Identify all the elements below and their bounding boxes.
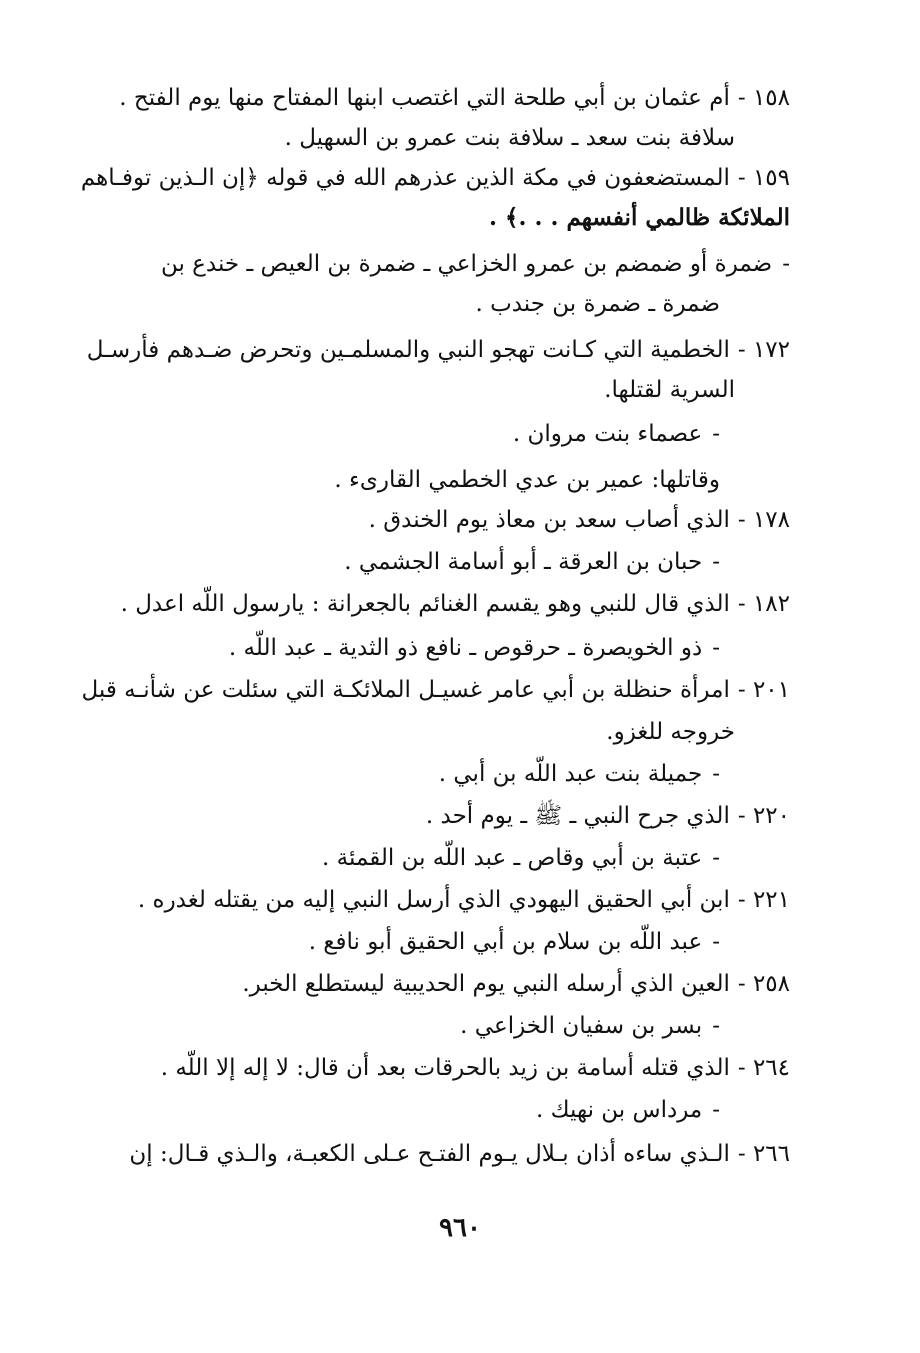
entry-text: عبد اللّه بن سلام بن أبي الحقيق أبو نافع .: [308, 929, 703, 955]
entry-number: ١٧٢ -: [737, 337, 790, 363]
entry-dash: -: [712, 1013, 720, 1039]
entry-number: ٢٠١ -: [737, 677, 790, 703]
entry-dash: -: [712, 929, 720, 955]
page-number: ٩٦٠: [439, 1213, 481, 1243]
entry-text: جميلة بنت عبد اللّه بن أبي .: [438, 761, 703, 787]
entry-dash: -: [712, 421, 720, 447]
entry-text: امرأة حنظلة بن أبي عامر غسيـل الملائكـة التي سئلت عن شأنـه قبل: [81, 677, 730, 703]
entry-text: ضمرة ـ ضمرة بن جندب .: [475, 291, 720, 317]
entry-text: الـذي ساءه أذان بـلال يـوم الفتـح عـلى الكعبـة، والـذي قـال: إن: [129, 1141, 730, 1167]
entry-182: [110, 584, 790, 624]
entry-178: [190, 500, 790, 540]
entry-text: السرية لقتلها.: [604, 377, 735, 403]
entry-text: الملائكة ظالمي أنفسهم . . .﴾ .: [488, 204, 790, 231]
entry-264: [110, 1048, 790, 1088]
entry-text: العين الذي أرسله النبي يوم الحديبية ليستطلع الخبر.: [242, 971, 730, 997]
entry-172-cont: [175, 370, 735, 410]
entry-172: [86, 330, 790, 370]
entry-text: بسر بن سفيان الخزاعي .: [460, 1013, 703, 1039]
entry-text: المستضعفون في مكة الذين عذرهم الله في قوله ﴿إن الـذين توفـاهم: [80, 165, 730, 191]
entry-number: ٢٦٤ -: [737, 1055, 790, 1081]
entry-text: مرداس بن نهيك .: [536, 1097, 703, 1123]
entry-201-answer: [200, 754, 720, 794]
entry-178-answer: [200, 542, 720, 582]
entry-201-cont: [175, 712, 735, 752]
entry-number: ٢٢١ -: [737, 887, 790, 913]
entry-dash: -: [782, 251, 790, 277]
entry-text: الخطمية التي كـانت تهجو النبي والمسلمـين وتحرض ضـدهم فأرسـل: [86, 337, 730, 363]
entry-text: وقاتلها: عمير بن عدي الخطمي القارىء .: [334, 467, 720, 493]
entry-number: ٢٢٠ -: [737, 803, 790, 829]
entry-number: ١٥٨ -: [737, 85, 790, 111]
entry-159-cont: [150, 198, 790, 238]
entry-220: [190, 796, 790, 836]
entry-159: [80, 158, 790, 198]
entry-dash: -: [712, 635, 720, 661]
entry-text: ضمرة أو ضمضم بن عمرو الخزاعي ـ ضمرة بن العيص ـ خندع بن: [160, 251, 773, 277]
entry-text: ابن أبي الحقيق اليهودي الذي أرسل النبي إليه من يقتله لغدره .: [137, 887, 730, 913]
entry-dash: -: [712, 761, 720, 787]
entry-dash: -: [712, 1097, 720, 1123]
entry-number: ٢٦٦ -: [737, 1141, 790, 1167]
entry-201: [81, 670, 790, 710]
entry-159-answer: [110, 244, 790, 284]
entry-text: سلافة بنت سعد ـ سلافة بنت عمرو بن السهيل .: [284, 125, 735, 151]
entry-dash: -: [712, 549, 720, 575]
entry-text: عصماء بنت مروان .: [512, 421, 703, 447]
entry-220-answer: [200, 838, 720, 878]
entry-text: عتبة بن أبي وقاص ـ عبد اللّه بن القمئة .: [322, 845, 703, 871]
entry-266: [100, 1134, 790, 1174]
entry-158-answer: [135, 118, 735, 158]
entry-text: ذو الخويصرة ـ حرقوص ـ نافع ذو الثدية ـ عبد اللّه .: [228, 635, 703, 661]
entry-text: خروجه للغزو.: [606, 719, 735, 745]
entry-159-answer-cont: [220, 284, 720, 324]
entry-text: الذي جرح النبي ـ ﷺ ـ يوم أحد .: [425, 803, 730, 829]
entry-182-answer: [160, 628, 720, 668]
entry-text: الذي قتله أسامة بن زيد بالحرقات بعد أن قال: لا إله إلا اللّه .: [160, 1055, 730, 1081]
entry-264-answer: [200, 1090, 720, 1130]
entry-172-answer: [200, 414, 720, 454]
entry-text: حبان بن العرقة ـ أبو أسامة الجشمي .: [344, 549, 703, 575]
entry-text: الذي أصاب سعد بن معاذ يوم الخندق .: [368, 507, 730, 533]
entry-number: ١٧٨ -: [737, 507, 790, 533]
entry-number: ٢٥٨ -: [737, 971, 790, 997]
entry-172-killer: [200, 460, 720, 500]
entry-221: [110, 880, 790, 920]
entry-221-answer: [200, 922, 720, 962]
entry-text: أم عثمان بن أبي طلحة التي اغتصب ابنها المفتاح منها يوم الفتح .: [119, 85, 730, 111]
entry-258-answer: [200, 1006, 720, 1046]
entry-number: ١٥٩ -: [737, 165, 790, 191]
entry-158: [110, 78, 790, 118]
entry-dash: -: [712, 845, 720, 871]
entry-258: [110, 964, 790, 1004]
entry-number: ١٨٢ -: [737, 591, 790, 617]
entry-text: الذي قال للنبي وهو يقسم الغنائم بالجعرانة : يارسول اللّه اعدل .: [120, 591, 730, 617]
